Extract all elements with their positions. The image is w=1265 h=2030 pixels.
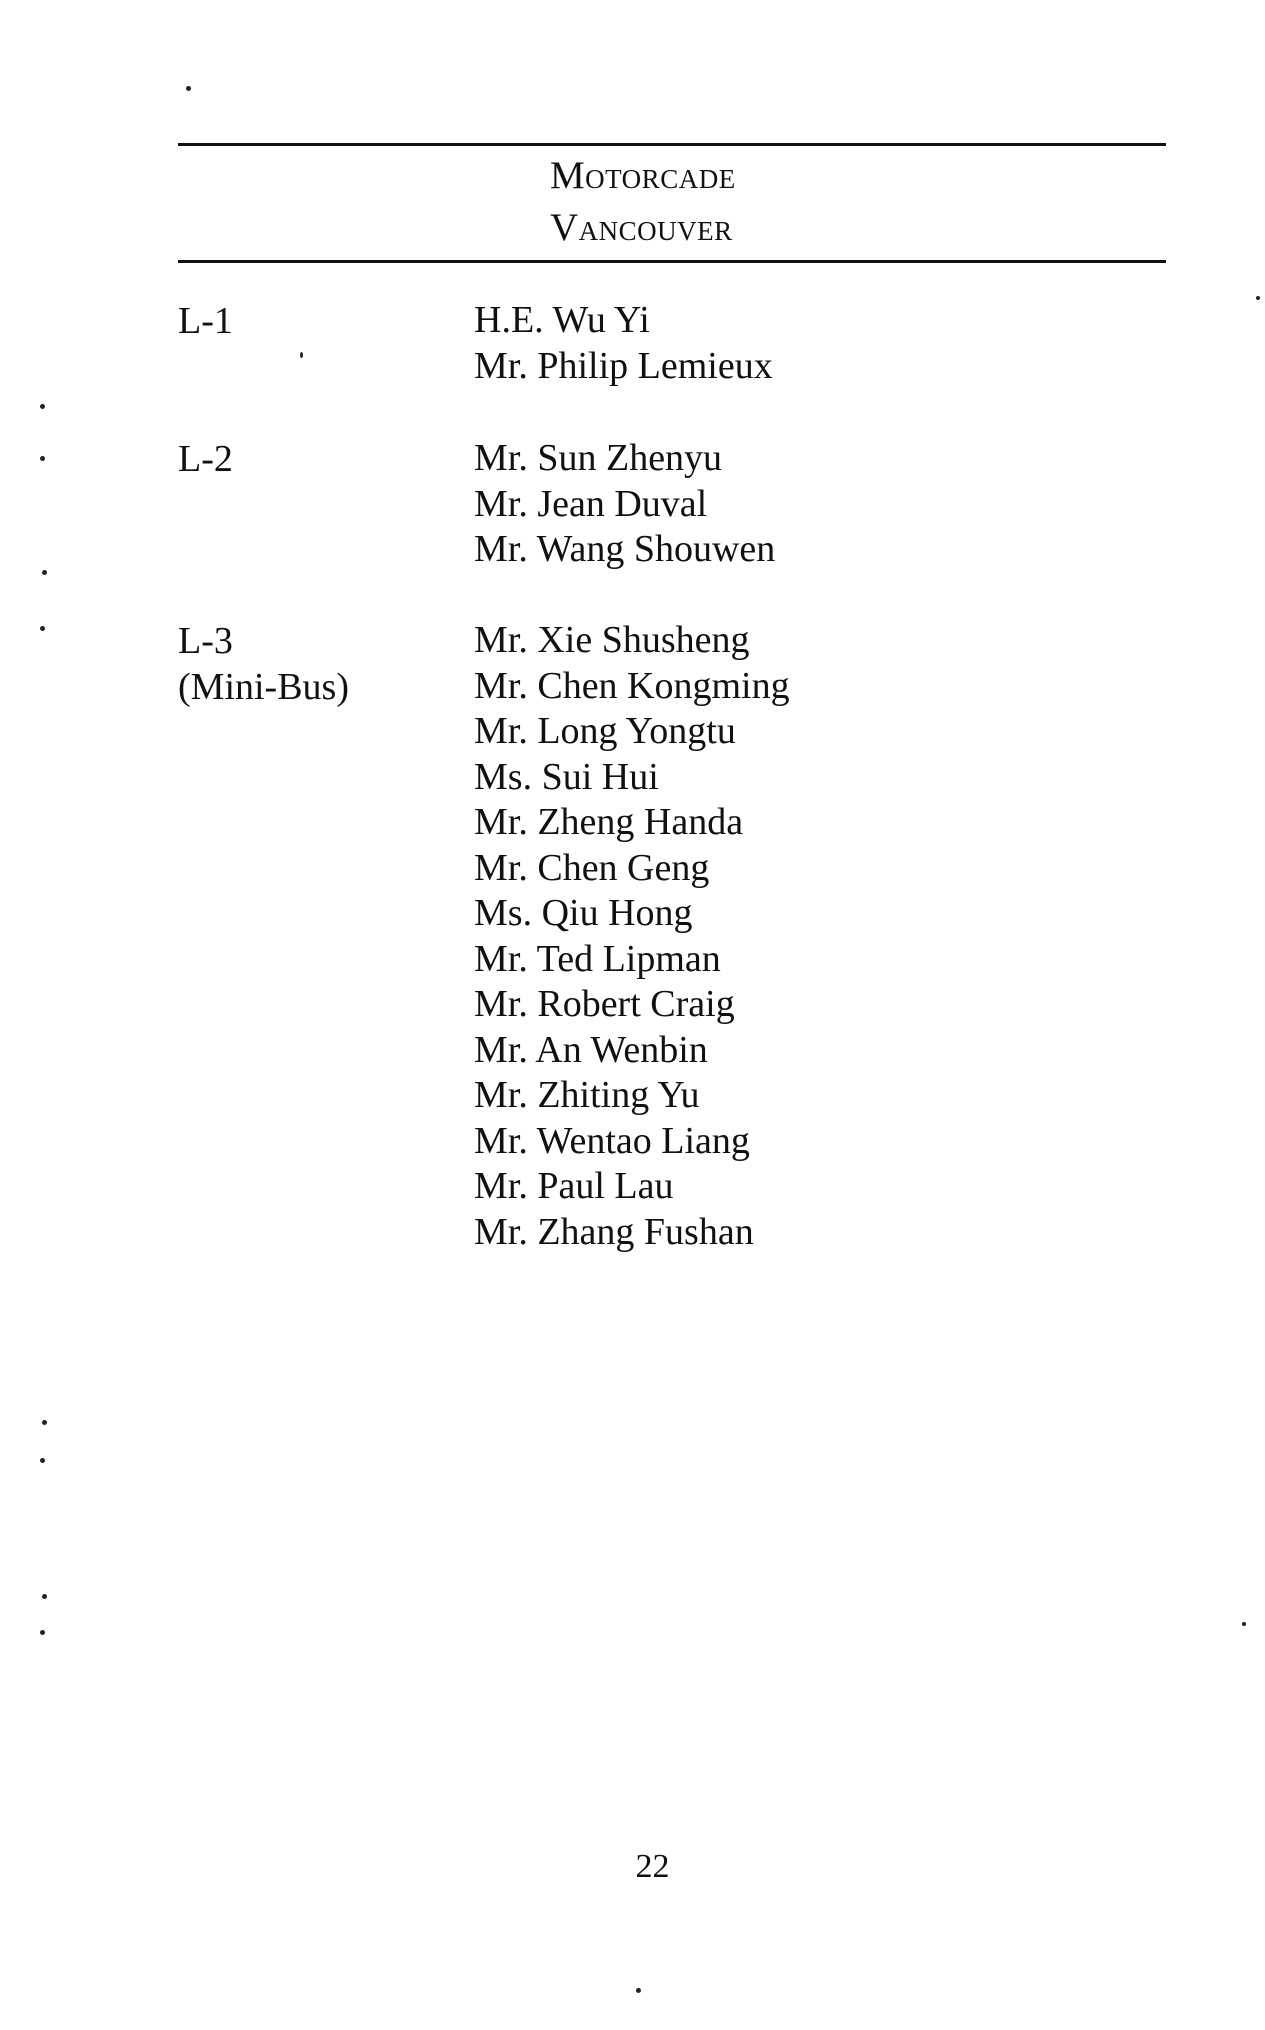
passenger-name: Mr. Wentao Liang: [474, 1119, 750, 1162]
vehicle-id: L-3: [178, 620, 233, 662]
vehicle-id: L-1: [178, 300, 233, 342]
scan-speck: [40, 626, 45, 631]
passenger-name: Mr. Ted Lipman: [474, 937, 721, 980]
document-title: [550, 150, 736, 254]
vehicle-label: [178, 618, 349, 710]
passenger-name: Mr. Sun Zhenyu: [474, 437, 723, 479]
passenger-name: Mr. Chen Kongming: [474, 664, 790, 707]
passenger-list: [474, 298, 773, 389]
passenger-name: Ms. Qiu Hong: [474, 892, 693, 934]
passenger-name: Mr. Chen Geng: [474, 846, 710, 889]
vehicle-id: L-2: [178, 438, 233, 480]
scan-speck: [1256, 296, 1260, 300]
passenger-list: [474, 436, 775, 573]
scan-speck: [40, 1630, 45, 1635]
scan-speck: [40, 404, 45, 409]
vehicle-type: (Mini-Bus): [178, 666, 349, 708]
header-top-rule: [178, 143, 1166, 146]
vehicle-label: [178, 298, 233, 344]
page-number: 22: [635, 1848, 670, 1885]
scan-speck: [42, 1420, 47, 1425]
scan-speck: [42, 570, 47, 575]
passenger-name: Mr. Long Yongtu: [474, 710, 736, 752]
passenger-name: H.E. Wu Yi: [474, 299, 650, 341]
passenger-list: [474, 618, 790, 1255]
passenger-name: Ms. Sui Hui: [474, 755, 659, 798]
title-line-motorcade: Motorcade: [550, 154, 736, 197]
passenger-name: Mr. An Wenbin: [474, 1028, 708, 1071]
passenger-name: Mr. Zhiting Yu: [474, 1074, 700, 1116]
scan-speck: [1242, 1622, 1246, 1626]
passenger-name: Mr. Philip Lemieux: [474, 344, 773, 387]
scan-speck: [300, 352, 303, 358]
header-bottom-rule: [178, 260, 1166, 263]
scan-speck: [636, 1988, 641, 1993]
scan-speck: [40, 456, 45, 461]
passenger-name: Mr. Xie Shusheng: [474, 619, 750, 661]
passenger-name: Mr. Robert Craig: [474, 983, 735, 1025]
vehicle-label: [178, 436, 233, 482]
passenger-name: Mr. Wang Shouwen: [474, 528, 776, 570]
scan-speck: [42, 1594, 47, 1599]
passenger-name: Mr. Paul Lau: [474, 1165, 674, 1207]
scan-speck: [40, 1458, 45, 1463]
passenger-name: Mr. Jean Duval: [474, 482, 708, 525]
passenger-name: Mr. Zheng Handa: [474, 801, 744, 843]
scan-speck: [186, 86, 191, 91]
title-line-vancouver: Vancouver: [550, 206, 733, 249]
passenger-name: Mr. Zhang Fushan: [474, 1210, 754, 1253]
